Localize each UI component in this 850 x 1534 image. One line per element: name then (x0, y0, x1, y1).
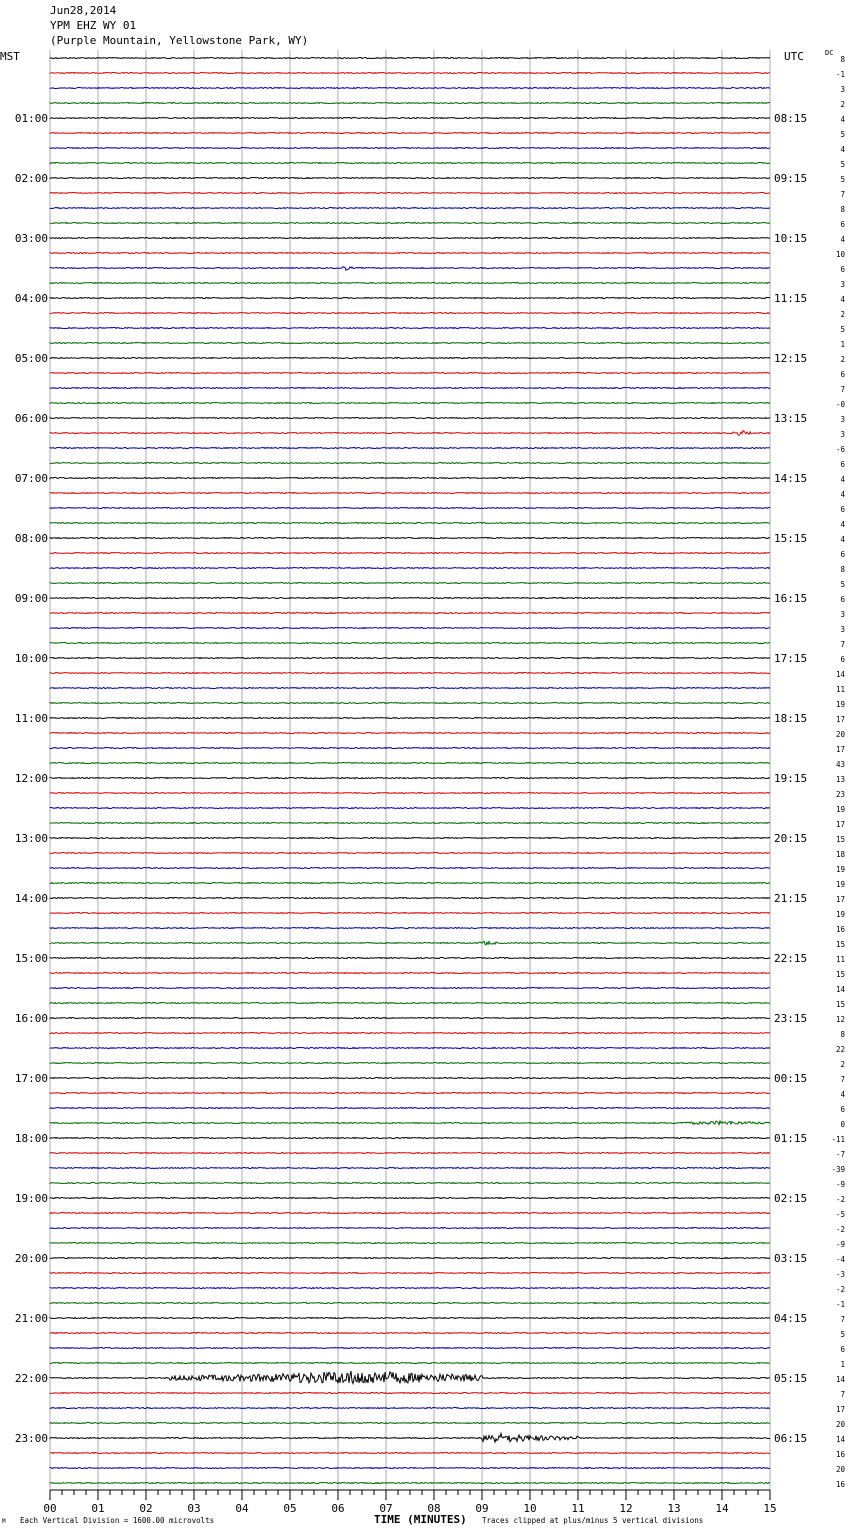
dc-offset-67: 2 (840, 1060, 845, 1069)
trace-line-91 (50, 1422, 770, 1423)
hour-label-utc-11: 18:15 (774, 712, 808, 725)
trace-line-44 (50, 717, 770, 718)
trace-line-18 (50, 327, 770, 328)
hour-label-utc-23: 06:15 (774, 1432, 808, 1445)
dc-offset-30: 6 (840, 505, 845, 514)
trace-line-34 (50, 567, 770, 568)
dc-offset-31: 4 (840, 520, 845, 529)
trace-line-70 (50, 1107, 770, 1108)
dc-offset-56: 17 (835, 895, 845, 904)
hour-label-mst-2: 02:00 (14, 172, 48, 185)
dc-offset-86: 6 (840, 1345, 845, 1354)
left-timezone-label: MST (0, 50, 20, 63)
dc-offset-94: 20 (835, 1465, 845, 1474)
trace-line-83 (50, 1302, 770, 1303)
trace-line-75 (50, 1182, 770, 1183)
dc-offset-19: 1 (840, 340, 845, 349)
trace-line-33 (50, 552, 770, 553)
dc-offset-29: 4 (840, 490, 845, 499)
trace-line-41 (50, 672, 770, 673)
trace-line-29 (50, 492, 770, 493)
trace-line-26 (50, 447, 770, 448)
dc-label: DC (825, 49, 834, 57)
dc-offset-85: 5 (840, 1330, 845, 1339)
trace-line-57 (50, 912, 770, 913)
trace-line-55 (50, 882, 770, 883)
scale-note: Each Vertical Division = 1600.00 microvolts (20, 1516, 215, 1525)
trace-line-72 (50, 1137, 770, 1138)
trace-line-19 (50, 342, 770, 343)
hour-label-mst-1: 01:00 (14, 112, 48, 125)
trace-line-16 (50, 297, 770, 298)
trace-line-79 (50, 1242, 770, 1243)
trace-line-54 (50, 867, 770, 868)
trace-line-77 (50, 1212, 770, 1213)
trace-line-14 (50, 267, 770, 270)
x-axis-title: TIME (MINUTES) (374, 1513, 467, 1526)
dc-offset-40: 6 (840, 655, 845, 664)
dc-offset-20: 2 (840, 355, 845, 364)
x-tick-label-06: 06 (331, 1502, 345, 1515)
dc-offset-41: 14 (835, 670, 845, 679)
hour-label-mst-13: 13:00 (14, 832, 48, 845)
dc-offset-57: 19 (835, 910, 845, 919)
dc-offset-28: 4 (840, 475, 845, 484)
dc-offset-53: 18 (835, 850, 845, 859)
trace-line-66 (50, 1047, 770, 1048)
trace-line-42 (50, 687, 770, 688)
dc-offset-17: 2 (840, 310, 845, 319)
dc-offset-5: 5 (840, 130, 845, 139)
chart-date: Jun28,2014 (50, 4, 117, 17)
dc-offset-18: 5 (840, 325, 845, 334)
hour-label-utc-15: 22:15 (774, 952, 808, 965)
hour-label-utc-19: 02:15 (774, 1192, 808, 1205)
trace-line-48 (50, 777, 770, 778)
hour-label-mst-3: 03:00 (14, 232, 48, 245)
dc-offset-48: 13 (835, 775, 845, 784)
hour-label-utc-17: 00:15 (774, 1072, 808, 1085)
hour-label-mst-15: 15:00 (14, 952, 48, 965)
trace-line-27 (50, 462, 770, 463)
dc-offset-16: 4 (840, 295, 845, 304)
hour-label-utc-20: 03:15 (774, 1252, 808, 1265)
dc-offset-74: -39 (831, 1165, 845, 1174)
hour-label-utc-16: 23:15 (774, 1012, 808, 1025)
dc-offset-35: 5 (840, 580, 845, 589)
dc-offset-91: 20 (835, 1420, 845, 1429)
dc-offset-47: 43 (835, 760, 845, 769)
dc-offset-24: 3 (840, 415, 845, 424)
trace-line-46 (50, 747, 770, 748)
trace-line-0 (50, 57, 770, 58)
trace-line-61 (50, 972, 770, 973)
x-tick-label-11: 11 (571, 1502, 585, 1515)
trace-line-40 (50, 657, 770, 658)
hour-label-mst-7: 07:00 (14, 472, 48, 485)
dc-offset-37: 3 (840, 610, 845, 619)
dc-offset-84: 7 (840, 1315, 845, 1324)
hour-label-utc-5: 12:15 (774, 352, 808, 365)
trace-line-56 (50, 897, 770, 898)
dc-offset-54: 19 (835, 865, 845, 874)
trace-line-43 (50, 702, 770, 703)
x-tick-label-13: 13 (667, 1502, 681, 1515)
trace-line-2 (50, 87, 770, 88)
dc-offset-14: 6 (840, 265, 845, 274)
hour-label-utc-6: 13:15 (774, 412, 808, 425)
dc-offset-51: 17 (835, 820, 845, 829)
dc-offset-79: -9 (835, 1240, 845, 1249)
dc-offset-21: 6 (840, 370, 845, 379)
x-tick-label-04: 04 (235, 1502, 249, 1515)
dc-offset-62: 14 (835, 985, 845, 994)
dc-offset-71: 0 (840, 1120, 845, 1129)
dc-offset-52: 15 (835, 835, 845, 844)
trace-line-76 (50, 1197, 770, 1198)
trace-line-6 (50, 147, 770, 148)
trace-line-81 (50, 1272, 770, 1273)
hour-label-mst-16: 16:00 (14, 1012, 48, 1025)
hour-label-mst-23: 23:00 (14, 1432, 48, 1445)
hour-label-utc-21: 04:15 (774, 1312, 808, 1325)
dc-offset-92: 14 (835, 1435, 845, 1444)
trace-line-65 (50, 1032, 770, 1033)
hour-label-mst-22: 22:00 (14, 1372, 48, 1385)
dc-offset-69: 4 (840, 1090, 845, 1099)
dc-offset-93: 16 (835, 1450, 845, 1459)
trace-line-53 (50, 852, 770, 853)
trace-line-36 (50, 597, 770, 598)
hour-label-mst-21: 21:00 (14, 1312, 48, 1325)
trace-line-82 (50, 1287, 770, 1288)
dc-offset-63: 15 (835, 1000, 845, 1009)
trace-line-13 (50, 252, 770, 253)
dc-offset-60: 11 (835, 955, 845, 964)
dc-offset-66: 22 (835, 1045, 845, 1054)
trace-line-49 (50, 792, 770, 793)
hour-label-mst-19: 19:00 (14, 1192, 48, 1205)
dc-offset-61: 15 (835, 970, 845, 979)
trace-line-62 (50, 987, 770, 988)
dc-offset-2: 3 (840, 85, 845, 94)
dc-offset-45: 20 (835, 730, 845, 739)
dc-offset-75: -9 (835, 1180, 845, 1189)
hour-label-mst-14: 14:00 (14, 892, 48, 905)
trace-line-21 (50, 372, 770, 373)
hour-label-mst-18: 18:00 (14, 1132, 48, 1145)
hour-label-mst-12: 12:00 (14, 772, 48, 785)
trace-line-84 (50, 1317, 770, 1318)
hour-label-mst-9: 09:00 (14, 592, 48, 605)
trace-line-88 (50, 1371, 770, 1383)
trace-line-78 (50, 1227, 770, 1228)
trace-line-69 (50, 1092, 770, 1093)
dc-offset-33: 6 (840, 550, 845, 559)
trace-line-31 (50, 522, 770, 523)
dc-offset-81: -3 (835, 1270, 845, 1279)
dc-offset-78: -2 (835, 1225, 845, 1234)
hour-label-mst-11: 11:00 (14, 712, 48, 725)
x-tick-label-10: 10 (523, 1502, 537, 1515)
trace-line-60 (50, 957, 770, 958)
dc-offset-90: 17 (835, 1405, 845, 1414)
dc-offset-55: 19 (835, 880, 845, 889)
trace-line-35 (50, 582, 770, 583)
trace-line-74 (50, 1167, 770, 1168)
trace-line-38 (50, 627, 770, 628)
trace-line-17 (50, 312, 770, 313)
trace-line-92 (50, 1433, 770, 1442)
trace-line-89 (50, 1392, 770, 1393)
dc-offset-4: 4 (840, 115, 845, 124)
trace-line-68 (50, 1077, 770, 1078)
dc-offset-12: 4 (840, 235, 845, 244)
dc-offset-13: 10 (835, 250, 845, 259)
x-tick-label-15: 15 (763, 1502, 777, 1515)
dc-offset-46: 17 (835, 745, 845, 754)
dc-offset-0: 8 (840, 55, 845, 64)
trace-line-59 (50, 941, 770, 945)
trace-line-8 (50, 177, 770, 178)
dc-offset-44: 17 (835, 715, 845, 724)
x-tick-label-02: 02 (139, 1502, 153, 1515)
trace-line-20 (50, 357, 770, 358)
dc-offset-7: 5 (840, 160, 845, 169)
hour-label-utc-18: 01:15 (774, 1132, 808, 1145)
dc-offset-25: 3 (840, 430, 845, 439)
hour-label-utc-13: 20:15 (774, 832, 808, 845)
hour-label-utc-14: 21:15 (774, 892, 808, 905)
x-tick-label-09: 09 (475, 1502, 489, 1515)
station-location: (Purple Mountain, Yellowstone Park, WY) (50, 34, 309, 47)
trace-line-3 (50, 102, 770, 103)
dc-offset-82: -2 (835, 1285, 845, 1294)
hour-label-mst-4: 04:00 (14, 292, 48, 305)
trace-line-5 (50, 132, 770, 133)
hour-label-utc-9: 16:15 (774, 592, 808, 605)
trace-line-24 (50, 417, 770, 418)
hour-label-mst-20: 20:00 (14, 1252, 48, 1265)
dc-offset-73: -7 (835, 1150, 845, 1159)
trace-line-93 (50, 1452, 770, 1453)
hour-label-utc-8: 15:15 (774, 532, 808, 545)
trace-line-12 (50, 237, 770, 238)
x-tick-label-05: 05 (283, 1502, 297, 1515)
trace-line-30 (50, 507, 770, 508)
trace-line-52 (50, 837, 770, 838)
dc-offset-38: 3 (840, 625, 845, 634)
dc-offset-59: 15 (835, 940, 845, 949)
hour-label-mst-6: 06:00 (14, 412, 48, 425)
hour-label-utc-4: 11:15 (774, 292, 808, 305)
dc-offset-64: 12 (835, 1015, 845, 1024)
dc-offset-70: 6 (840, 1105, 845, 1114)
dc-offset-8: 5 (840, 175, 845, 184)
dc-offset-1: -1 (835, 70, 845, 79)
x-tick-label-00: 00 (43, 1502, 57, 1515)
trace-line-51 (50, 822, 770, 823)
trace-line-22 (50, 387, 770, 388)
dc-offset-87: 1 (840, 1360, 845, 1369)
trace-line-94 (50, 1467, 770, 1468)
hour-label-utc-3: 10:15 (774, 232, 808, 245)
trace-line-28 (50, 477, 770, 478)
trace-line-23 (50, 402, 770, 403)
hour-label-utc-1: 08:15 (774, 112, 808, 125)
dc-offset-3: 2 (840, 100, 845, 109)
dc-offset-6: 4 (840, 145, 845, 154)
dc-offset-50: 19 (835, 805, 845, 814)
x-tick-label-08: 08 (427, 1502, 441, 1515)
dc-offset-68: 7 (840, 1075, 845, 1084)
trace-line-25 (50, 431, 770, 436)
dc-offset-83: -1 (835, 1300, 845, 1309)
trace-line-80 (50, 1257, 770, 1258)
trace-line-87 (50, 1362, 770, 1363)
hour-label-mst-17: 17:00 (14, 1072, 48, 1085)
dc-offset-72: -11 (831, 1135, 845, 1144)
dc-offset-77: -5 (835, 1210, 845, 1219)
hour-label-utc-2: 09:15 (774, 172, 808, 185)
dc-offset-15: 3 (840, 280, 845, 289)
hour-label-mst-8: 08:00 (14, 532, 48, 545)
clip-note: Traces clipped at plus/minus 5 vertical divisions (482, 1516, 704, 1525)
dc-offset-36: 6 (840, 595, 845, 604)
trace-line-9 (50, 192, 770, 193)
footer-mark: M (2, 1518, 6, 1525)
hour-label-utc-10: 17:15 (774, 652, 808, 665)
hour-label-mst-5: 05:00 (14, 352, 48, 365)
dc-offset-89: 7 (840, 1390, 845, 1399)
dc-offset-58: 16 (835, 925, 845, 934)
hour-label-utc-7: 14:15 (774, 472, 808, 485)
dc-offset-32: 4 (840, 535, 845, 544)
dc-offset-10: 8 (840, 205, 845, 214)
trace-line-45 (50, 732, 770, 733)
x-tick-label-12: 12 (619, 1502, 633, 1515)
trace-line-86 (50, 1347, 770, 1348)
dc-offset-34: 8 (840, 565, 845, 574)
x-tick-label-03: 03 (187, 1502, 201, 1515)
trace-line-39 (50, 642, 770, 643)
station-code: YPM EHZ WY 01 (50, 19, 137, 32)
trace-line-58 (50, 927, 770, 928)
dc-offset-43: 19 (835, 700, 845, 709)
trace-line-37 (50, 612, 770, 613)
dc-offset-9: 7 (840, 190, 845, 199)
trace-line-1 (50, 72, 770, 73)
right-timezone-label: UTC (784, 50, 804, 63)
dc-offset-23: -0 (835, 400, 845, 409)
trace-line-32 (50, 537, 770, 538)
dc-offset-80: -4 (835, 1255, 845, 1264)
trace-line-73 (50, 1152, 770, 1153)
trace-line-15 (50, 282, 770, 283)
x-tick-label-14: 14 (715, 1502, 729, 1515)
x-tick-label-07: 07 (379, 1502, 393, 1515)
trace-line-7 (50, 162, 770, 163)
dc-offset-88: 14 (835, 1375, 845, 1384)
trace-line-90 (50, 1407, 770, 1408)
dc-offset-27: 6 (840, 460, 845, 469)
trace-line-11 (50, 222, 770, 223)
dc-offset-49: 23 (835, 790, 845, 799)
trace-line-4 (50, 117, 770, 118)
dc-offset-42: 11 (835, 685, 845, 694)
trace-line-95 (50, 1482, 770, 1483)
dc-offset-39: 7 (840, 640, 845, 649)
trace-line-50 (50, 807, 770, 808)
dc-offset-76: -2 (835, 1195, 845, 1204)
dc-offset-95: 16 (835, 1480, 845, 1489)
hour-label-utc-22: 05:15 (774, 1372, 808, 1385)
dc-offset-65: 8 (840, 1030, 845, 1039)
trace-line-71 (50, 1121, 770, 1125)
trace-line-10 (50, 207, 770, 208)
trace-line-85 (50, 1332, 770, 1333)
dc-offset-22: 7 (840, 385, 845, 394)
trace-line-47 (50, 762, 770, 763)
dc-offset-26: -6 (835, 445, 845, 454)
dc-offset-11: 6 (840, 220, 845, 229)
trace-line-64 (50, 1017, 770, 1018)
x-tick-label-01: 01 (91, 1502, 105, 1515)
hour-label-mst-10: 10:00 (14, 652, 48, 665)
trace-line-67 (50, 1062, 770, 1063)
trace-line-63 (50, 1002, 770, 1003)
hour-label-utc-12: 19:15 (774, 772, 808, 785)
